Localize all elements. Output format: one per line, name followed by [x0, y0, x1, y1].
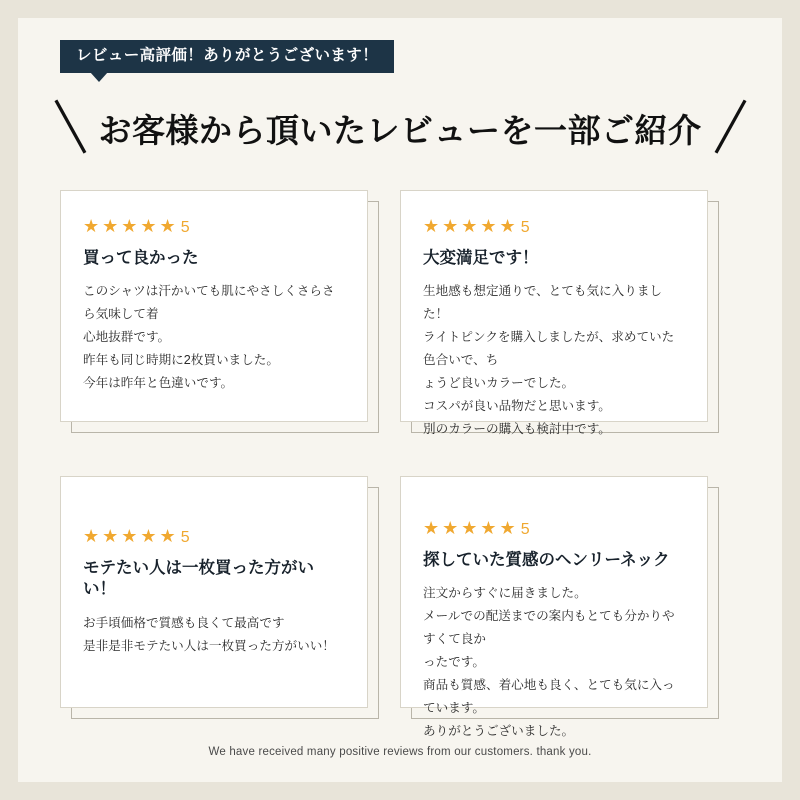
- review-card-body: [400, 190, 708, 436]
- rating-value: 5: [180, 529, 190, 546]
- headline-text: お客様から頂いたレビューを一部ご紹介: [98, 111, 702, 149]
- reviews-grid: [60, 190, 740, 738]
- review-title: 買って良かった: [83, 249, 199, 267]
- review-line: 是非是非モテたい人は一枚買った方がいい！: [83, 638, 335, 653]
- review-line: ありがとうございました。: [423, 723, 575, 738]
- star-rating: [423, 217, 685, 236]
- review-card-1: [60, 190, 400, 442]
- review-card-body: [60, 190, 368, 422]
- review-text: [423, 280, 685, 440]
- content-wrapper: [40, 40, 760, 738]
- rating-value: 5: [180, 219, 190, 236]
- stars-icon: ★★★★★: [83, 216, 179, 236]
- review-line: メールでの配送までの案内もとても分かりやすくて良か: [423, 609, 675, 647]
- review-text: [83, 612, 345, 658]
- review-card-body: [400, 476, 708, 738]
- badge-container: [60, 40, 740, 84]
- stars-icon: ★★★★★: [423, 518, 519, 538]
- review-line: ライトピンクを購入しましたが、求めていた色合いで、ち: [423, 330, 675, 368]
- review-line: 別のカラーの購入も検討中です。: [423, 421, 611, 436]
- review-text: [423, 582, 685, 742]
- review-card-2: [400, 190, 740, 442]
- rating-value: 5: [520, 521, 530, 538]
- review-line: お手頃価格で質感も良くて最高です: [83, 615, 285, 630]
- review-card-3: [60, 476, 400, 728]
- page-title: [40, 96, 760, 160]
- review-title: 大変満足です！: [423, 249, 539, 267]
- review-title: 探していた質感のヘンリーネック: [423, 551, 670, 569]
- rating-value: 5: [520, 219, 530, 236]
- review-line: コスパが良い品物だと思います。: [423, 398, 611, 413]
- star-rating: [83, 527, 345, 546]
- review-line: ったです。: [423, 655, 485, 670]
- stars-icon: ★★★★★: [83, 526, 179, 546]
- stars-icon: ★★★★★: [423, 216, 519, 236]
- footer-note: We have received many positive reviews from our customers. thank you.: [208, 746, 592, 758]
- review-card-4: [400, 476, 740, 738]
- review-badge: レビュー高評価！ありがとうございます！: [60, 40, 394, 73]
- review-line: 注文からすぐに届きました。: [423, 586, 587, 601]
- star-rating: [423, 519, 685, 538]
- page-canvas: [18, 18, 782, 782]
- star-rating: [83, 217, 345, 236]
- review-line: 心地抜群です。: [83, 330, 171, 345]
- review-line: 昨年も同じ時期に2枚買いました。: [83, 353, 279, 368]
- review-line: 生地感も想定通りで、とても気に入りました！: [423, 284, 663, 322]
- slash-left-decoration: ＼: [40, 96, 99, 160]
- review-title: モテたい人は一枚買った方がいい！: [83, 559, 314, 599]
- review-text: [83, 280, 345, 395]
- review-line: 商品も質感、着心地も良く、とても気に入っています。: [423, 678, 675, 715]
- slash-right-decoration: ／: [701, 96, 760, 160]
- review-line: ょうど良いカラーでした。: [423, 376, 575, 391]
- review-line: このシャツは汗かいても肌にやさしくさらさら気味して着: [83, 284, 335, 322]
- review-card-body: [60, 476, 368, 708]
- review-line: 今年は昨年と色違いです。: [83, 376, 234, 391]
